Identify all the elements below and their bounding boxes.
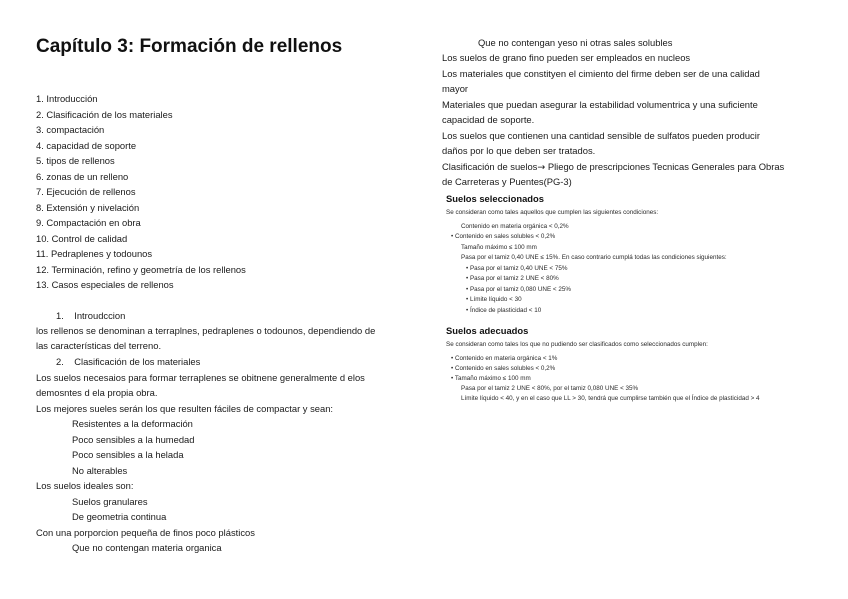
quality-item: Resistentes a la deformación bbox=[72, 418, 193, 429]
toc-item: 12. Terminación, refino y geometría de los rellenos bbox=[36, 264, 246, 275]
criterion-item: • Contenido en sales solubles < 0,2% bbox=[451, 365, 556, 372]
toc-item: 7. Ejecución de rellenos bbox=[36, 186, 136, 197]
classification-prefix: Clasificación de suelos bbox=[442, 161, 538, 172]
toc-item: 3. compactación bbox=[36, 124, 105, 135]
paragraph-line: Los mejores sueles serán los que resulten fáciles de compactar y sean: bbox=[36, 403, 334, 414]
ideal-soil-item: De geometria continua bbox=[72, 511, 167, 522]
toc-item: 8. Extensión y nivelación bbox=[36, 202, 140, 213]
criterion-item: • Contenido en sales solubles < 0,2% bbox=[451, 233, 556, 240]
adequate-soils-heading: Suelos adecuados bbox=[446, 325, 529, 336]
section-heading-introduction: 1. Introudccion bbox=[56, 310, 126, 321]
paragraph-line: demosntes d ela propia obra. bbox=[36, 387, 158, 398]
selected-soils-intro: Se consideran como tales aquellos que cumplen las siguientes condiciones: bbox=[446, 209, 659, 216]
paragraph-line: daños por lo que deben ser tratados. bbox=[442, 145, 596, 156]
toc-item: 10. Control de calidad bbox=[36, 233, 128, 244]
ideal-soil-item: Suelos granulares bbox=[72, 496, 148, 507]
paragraph-line: los rellenos se denominan a terraplnes, pedraplenes o todounos, dependiendo de bbox=[36, 325, 376, 336]
criterion-item: Contenido en materia orgánica < 0,2% bbox=[461, 223, 569, 230]
toc-item: 9. Compactación en obra bbox=[36, 217, 141, 228]
criterion-item: • Pasa por el tamiz 2 UNE < 80% bbox=[466, 275, 559, 282]
paragraph-line: de Carreteras y Puentes(PG-3) bbox=[442, 176, 572, 187]
paragraph-line: Los suelos de grano fino pueden ser empleados en nucleos bbox=[442, 52, 691, 63]
paragraph-line: Materiales que puedan asegurar la estabilidad volumentrica y una suficiente bbox=[442, 99, 758, 110]
criterion-item: • Tamaño máximo ≤ 100 mm bbox=[451, 375, 531, 382]
quality-item: No alterables bbox=[72, 465, 128, 476]
ideal-soils-heading: Los suelos ideales son: bbox=[36, 480, 134, 491]
toc-item: 6. zonas de un relleno bbox=[36, 171, 129, 182]
chapter-title: Capítulo 3: Formación de rellenos bbox=[36, 36, 343, 57]
toc-item: 2. Clasificación de los materiales bbox=[36, 109, 173, 120]
classification-suffix: Pliego de prescripciones Tecnicas Generales para Obras bbox=[545, 161, 785, 172]
criterion-item: Pasa por el tamiz 2 UNE < 80%, por el tamiz 0,080 UNE < 35% bbox=[461, 385, 639, 392]
classification-line bbox=[442, 161, 784, 174]
criterion-item: • Índice de plasticidad < 10 bbox=[466, 307, 542, 314]
paragraph-line: Los suelos necesaios para formar terraplenes se obitnene generalmente d elos bbox=[36, 372, 365, 383]
toc-item: 4. capacidad de soporte bbox=[36, 140, 137, 151]
paragraph-line: Los suelos que contienen una cantidad sensible de sulfatos pueden producir bbox=[442, 130, 760, 141]
toc-item: 5. tipos de rellenos bbox=[36, 155, 115, 166]
toc-item: 13. Casos especiales de rellenos bbox=[36, 279, 174, 290]
toc-item: 1. Introducción bbox=[36, 93, 98, 104]
paragraph-line: las características del terreno. bbox=[36, 340, 162, 351]
criterion-item: Límite líquido < 40, y en el caso que LL > 30, tendrá que cumplirse también que el Índice de plasticidad > 4 bbox=[461, 395, 760, 402]
criterion-item: • Pasa por el tamiz 0,080 UNE < 25% bbox=[466, 286, 571, 293]
paragraph-line: capacidad de soporte. bbox=[442, 114, 535, 125]
paragraph-line: Con una porporcion pequeña de finos poco plásticos bbox=[36, 527, 255, 538]
ideal-soil-item: Que no contengan materia organica bbox=[72, 542, 222, 553]
criterion-item: • Contenido en materia orgánica < 1% bbox=[451, 355, 558, 362]
criterion-item: Tamaño máximo ≤ 100 mm bbox=[461, 244, 537, 251]
section-heading-classification: 2. Clasificación de los materiales bbox=[56, 356, 201, 367]
criterion-item: • Límite líquido < 30 bbox=[466, 296, 522, 303]
quality-item: Poco sensibles a la humedad bbox=[72, 434, 195, 445]
paragraph-line: Los materiales que constityen el cimiento del firme deben ser de una calidad bbox=[442, 68, 760, 79]
quality-item: Poco sensibles a la helada bbox=[72, 449, 184, 460]
selected-soils-heading: Suelos seleccionados bbox=[446, 193, 544, 204]
ideal-soil-item: Que no contengan yeso ni otras sales solubles bbox=[478, 37, 673, 48]
criterion-item: Pasa por el tamiz 0,40 UNE ≤ 15%. En caso contrario cumplá todas las condiciones siguientes: bbox=[461, 254, 727, 261]
paragraph-line: mayor bbox=[442, 83, 469, 94]
arrow-right-icon: → bbox=[537, 162, 546, 173]
adequate-soils-intro: Se consideran como tales los que no pudiendo ser clasificados como seleccionados cumplen: bbox=[446, 341, 708, 348]
toc-item: 11. Pedraplenes y todounos bbox=[36, 248, 153, 259]
criterion-item: • Pasa por el tamiz 0,40 UNE < 75% bbox=[466, 265, 568, 272]
